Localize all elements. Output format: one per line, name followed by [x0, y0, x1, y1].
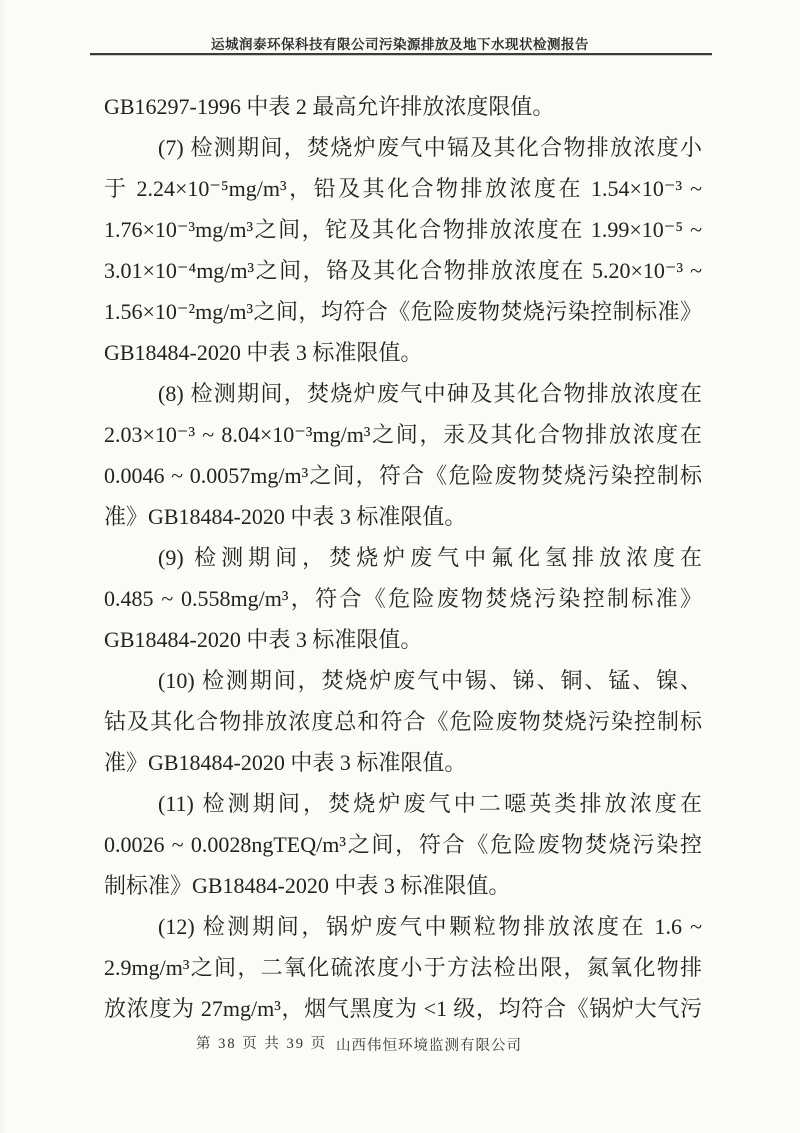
- text-line: (7) 检测期间，焚烧炉废气中镉及其化合物排放浓度小: [158, 135, 702, 160]
- text-line: 1.76×10⁻³mg/m³之间，铊及其化合物排放浓度在 1.99×10⁻⁵ ~: [104, 217, 702, 242]
- text-line: 1.56×10⁻²mg/m³之间，均符合《危险废物焚烧污染控制标准》: [104, 299, 702, 324]
- text-line: 于 2.24×10⁻⁵mg/m³，铅及其化合物排放浓度在 1.54×10⁻³ ~: [104, 176, 702, 201]
- text-line: (8) 检测期间，焚烧炉废气中砷及其化合物排放浓度在: [158, 381, 702, 406]
- text-line: (11) 检测期间，焚烧炉废气中二噁英类排放浓度在: [158, 791, 702, 816]
- text-line: (12) 检测期间，锅炉废气中颗粒物排放浓度在 1.6 ~: [158, 914, 702, 939]
- text-line: GB18484-2020 中表 3 标准限值。: [104, 627, 423, 652]
- text-line: (9) 检测期间，焚烧炉废气中氟化氢排放浓度在: [158, 545, 702, 570]
- text-line: (10) 检测期间，焚烧炉废气中锡、锑、铜、锰、镍、: [158, 668, 702, 693]
- text-line: 0.485 ~ 0.558mg/m³，符合《危险废物焚烧污染控制标准》: [104, 586, 702, 611]
- footer-company-name: 山西伟恒环境监测有限公司: [336, 1038, 522, 1054]
- text-line: 0.0026 ~ 0.0028ngTEQ/m³之间，符合《危险废物焚烧污染控: [104, 832, 702, 857]
- text-line: GB16297-1996 中表 2 最高允许排放浓度限值。: [104, 94, 555, 119]
- text-line: 2.9mg/m³之间，二氧化硫浓度小于方法检出限，氮氧化物排: [104, 955, 702, 980]
- text-line: 准》GB18484-2020 中表 3 标准限值。: [104, 504, 467, 529]
- text-line: 制标准》GB18484-2020 中表 3 标准限值。: [104, 873, 511, 898]
- text-line: 钴及其化合物排放浓度总和符合《危险废物焚烧污染控制标: [104, 709, 702, 734]
- text-line: GB18484-2020 中表 3 标准限值。: [104, 340, 423, 365]
- text-line: 放浓度为 27mg/m³，烟气黑度为 <1 级，均符合《锅炉大气污: [104, 996, 702, 1021]
- text-line: 2.03×10⁻³ ~ 8.04×10⁻³mg/m³之间，汞及其化合物排放浓度在: [104, 422, 702, 447]
- text-line: 0.0046 ~ 0.0057mg/m³之间，符合《危险废物焚烧污染控制标: [104, 463, 702, 488]
- header-rule-divider: [90, 53, 712, 55]
- text-line: 3.01×10⁻⁴mg/m³之间，铬及其化合物排放浓度在 5.20×10⁻³ ~: [104, 258, 702, 283]
- body-text: [104, 86, 702, 1029]
- page-number-info: 第 38 页 共 39 页: [196, 1036, 328, 1052]
- report-header-title: 运城润泰环保科技有限公司污染源排放及地下水现状检测报告: [211, 37, 589, 52]
- page-footer: [104, 1032, 702, 1056]
- text-line: 准》GB18484-2020 中表 3 标准限值。: [104, 750, 467, 775]
